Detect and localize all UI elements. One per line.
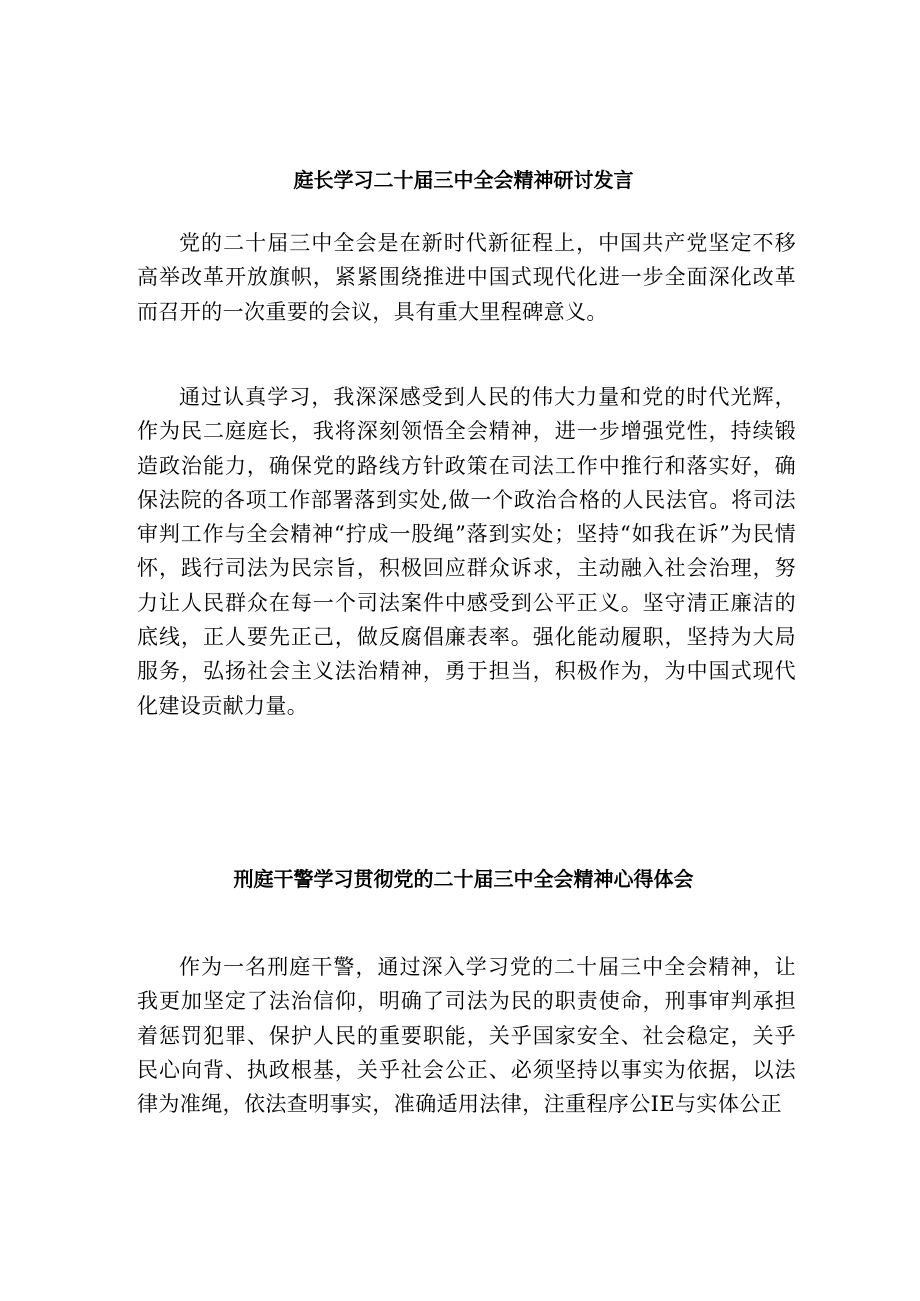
section-2-title: 刑庭干警学习贯彻党的二十届三中全会精神心得体会 [233, 867, 694, 891]
section-2-paragraph-1: 作为一名刑庭干警，通过深入学习党的二十届三中全会精神，让我更加坚定了法治信仰，明确了司法为民的职责使命，刑事审判承担着惩罚犯罪、保护人民的重要职能，关乎国家安全、社会稳定，关乎民心向背、执政根基，关乎社会公正、必须坚持以事实为依据，以法律为准绳，依法查明事实，准确适用法律，注重程序公IE与实体公正 [137, 955, 796, 1117]
section-1-paragraph-2: 通过认真学习，我深深感受到人民的伟大力量和党的时代光辉，作为民二庭庭长，我将深刻领悟全会精神，进一步增强党性，持续锻造政治能力，确保党的路线方针政策在司法工作中推行和落实好，确保法院的各项工作部署落到实处,做一个政治合格的人民法官。将司法审判工作与全会精神“拧成一股绳”落到实处；坚持“如我在诉”为民情怀，践行司法为民宗旨，积极回应群众诉求，主动融入社会治理，努力让人民群众在每一个司法案件中感受到公平正义。坚守清正廉洁的底线，正人要先正己，做反腐倡廉表率。强化能动履职，坚持为大局服务，弘扬社会主义法治精神，勇于担当，积极作为，为中国式现代化建设贡献力量。 [137, 385, 796, 718]
section-1-title: 庭长学习二十届三中全会精神研讨发言 [293, 168, 634, 192]
section-1-paragraph-1: 党的二十届三中全会是在新时代新征程上，中国共产党坚定不移高举改革开放旗帜，紧紧围绕推进中国式现代化进一步全面深化改革而召开的一次重要的会议，具有重大里程碑意义。 [137, 231, 796, 324]
